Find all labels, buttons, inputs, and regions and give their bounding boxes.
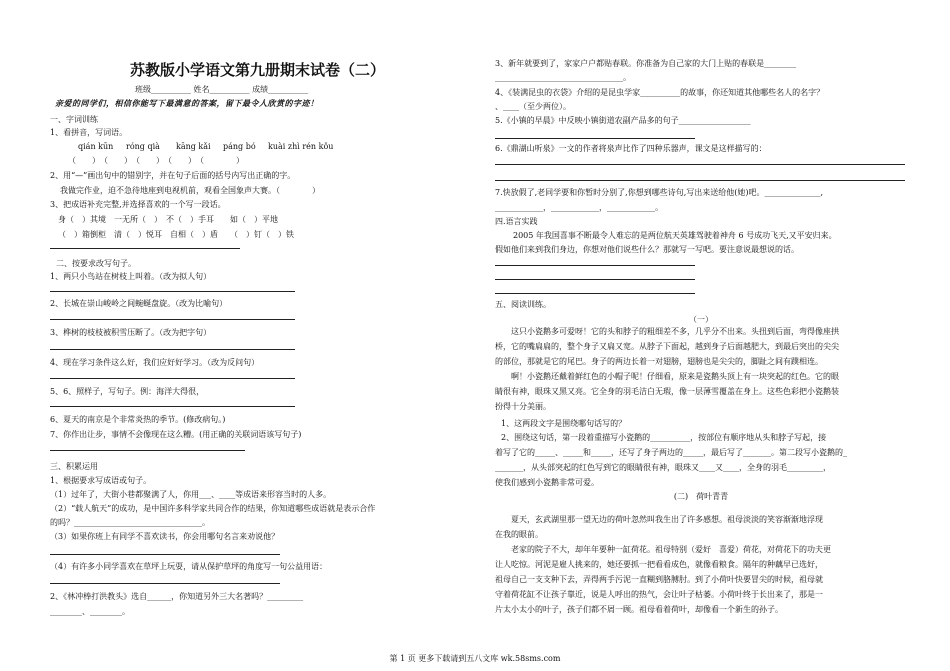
s2-item-7: 7、你作出让步，事情不会像现在这么糟。(用正确的关联词语该写句子) (50, 430, 302, 439)
r-q4: 4、《装满昆虫的衣袋》介绍的是昆虫学家__________的故事，你还知道其他哪些名人的名字？ (495, 88, 825, 97)
page-title: 苏教版小学语文第九册期末试卷（二） (130, 61, 386, 79)
section3-heading: 三、积累运用 (50, 462, 98, 471)
idiom-row-2: （ ）箱倒柜 清（ ）悦耳 自相（ ）盾 （ ）钉（ ）铁 (58, 230, 294, 239)
s3-q1-4: （4）有许多小同学喜欢在草坪上玩耍，请从保护草坪的角度写一句公益用语： (50, 562, 328, 571)
r-q3b: ________________________________。 (495, 73, 631, 82)
p1-line: 桥，它的嘴扁扁的，整个身子又扁又宽。从脖子下面起，越到身子后面越肥大，到最后突出的尖尖 (495, 342, 839, 351)
r-q6: 6.《鼎湖山听泉》一文的作者将泉声比作了四种乐器声，课文是这样描写的： (495, 144, 767, 153)
s4-text-1: 2005 年我国喜事不断最令人难忘的是两位航天英雄驾驶着神舟 6 号成功飞天,又平安归来。 (513, 231, 837, 240)
section4-heading: 四.语言实践 (495, 217, 538, 226)
r-read-2d: 使我们感到小瓷鹅非常可爱。 (495, 478, 599, 487)
answer-line[interactable] (495, 138, 695, 139)
p4-line: 祖母自己一支支种下去，弄得两手污泥一直糊到胳膊肘。到了小荷叶快要冒尖的时候，祖母就 (495, 575, 823, 584)
s3-q2b: ________、________。 (50, 607, 130, 616)
p2-line: 扮得十分美丽。 (495, 402, 551, 411)
answer-line[interactable] (50, 349, 295, 350)
r-q3: 3、新年就要到了，家家户户都贴春联。你准备为自己家的大门上贴的春联是________ (495, 59, 797, 68)
p1-line: 的部位，那就是它的尾巴。身子的两边长着一对翅膀，翅膀也是尖尖的，脚趾之间有蹼相连。 (495, 357, 823, 366)
p3-line: 在我的眼前。 (495, 530, 543, 539)
p4-line: 老家的院子不大，却年年要种一缸荷花。祖母特别（爱好 喜爱）荷花，对荷花下的功夫更 (511, 545, 831, 554)
q1-2: 2、用“—”画出句中的错别字，并在句子后面的括号内写出正确的字。 (50, 171, 296, 180)
s2-item-2: 2、长城在崇山峻岭之间蜿蜒盘旋。（改为比喻句） (50, 299, 228, 308)
s2-item-1: 1、两只小鸟站在树枝上叫着。（改为拟人句） (50, 272, 212, 281)
answer-line[interactable] (50, 554, 280, 555)
answer-line[interactable] (50, 450, 245, 451)
q1-1: 1、看拼音，写词语。 (50, 128, 128, 137)
idiom-row-1: 身（ ）其境 一无所（ ） 不（ ）手耳 如（ ）平地 (58, 215, 278, 224)
p4-line: 片太小太小的叶子，孩子们都不屑一顾。祖母看着荷叶，却像看一个新生的孙子。 (495, 605, 783, 614)
answer-line[interactable] (495, 180, 905, 181)
q1-3: 3、把成语补充完整,并选择喜欢的一个写一段话。 (50, 200, 226, 209)
r-q5: 5.《小镇的早晨》中反映小镇街道农副产品多的句子__________________ (495, 116, 751, 125)
answer-line[interactable] (50, 319, 295, 320)
p2-line: 睛很有神，眼珠又黑又亮。它全身的羽毛洁白无瑕，像一层薄雪覆盖在身上。这些色彩把小瓷鹅装 (495, 387, 839, 396)
pinyin-1: qián kūn (78, 142, 114, 151)
answer-line[interactable] (50, 378, 295, 379)
s2-item-6: 6、夏天的南京是个非常炎热的季节。(修改病句。) (50, 415, 226, 424)
s3-q1-3: （3）如果你班上有同学不喜欢读书，你会用哪句名言来劝说他？ (50, 532, 280, 541)
section5-heading: 五、阅读训练。 (495, 300, 551, 309)
s3-q1-2a: （2）“载人航天”的成功，是中国许多科学家共同合作的结果，你知道哪些成语就是表示合作 (50, 504, 376, 513)
answer-line[interactable] (50, 291, 295, 292)
part2-label: (二) 荷叶青青 (673, 492, 729, 501)
r-read-2a: 2、围绕这句话，第一段着重描写小瓷鹅的__________，按部位有顺序地从头和脖子写起，接 (501, 433, 827, 442)
s2-item-3: 3、桦树的枝枝被积雪压断了。（改为把字句） (50, 328, 212, 337)
pinyin-3: kāng kǎi (176, 142, 211, 151)
section1-heading: 一、字词训练 (50, 115, 98, 124)
p1-line: 这只小瓷鹅多可爱呀！它的头和脖子的粗细差不多，几乎分不出来。头扭到后面，弯得像座拱 (511, 327, 839, 336)
answer-line[interactable] (50, 583, 280, 584)
r-q7: 7.快放假了,老同学要和你暂时分别了,你想到哪些诗句,写出来送给他(她)吧。______________, (495, 188, 824, 197)
r-read-2c: _______，从头部突起的红色写到它的眼睛很有神，眼珠又____又____，全身的羽毛_________， (495, 463, 831, 472)
s3-q1-2b: 的吗？________________________________。 (50, 518, 210, 527)
section2-heading: 二、按要求改写句子。 (56, 259, 136, 268)
answer-parens: （ ） （ ） （ ） （ ） （ ） (68, 156, 244, 165)
pinyin-4: páng bó (223, 142, 256, 151)
answer-line[interactable] (495, 265, 695, 266)
r-q4b: 、____（至少两位）。 (495, 102, 571, 111)
r-read-2b: 着写了它的_____、_____和_____，还写了身子两边的_____，最后写了_______。第二段写小瓷鹅的_ (495, 448, 847, 457)
s2-item-5: 5、6、照样子，写句子。例：海洋大得很， (50, 387, 205, 396)
p4-line: 让人吃惊。河泥是雇人挑来的，她还要抓一把看看成色，就像看粮食。隔年的种藕早已选好， (495, 560, 823, 569)
r-read-1: 1、这两段文字是围绕哪句话写的？ (501, 419, 627, 428)
answer-line[interactable] (495, 279, 695, 280)
q1-2-sentence: 我做完作业，迫不急待地座到电视机前，观看全国象声大赛。（ ） (60, 186, 320, 195)
p2-line: 啊！小瓷鹅还戴着鲜红色的小帽子呢！仔细看，原来是瓷鹅头顶上有一块突起的红色。它的眼 (511, 372, 839, 381)
answer-line[interactable] (50, 406, 295, 407)
s3-q1: 1、根据要求写成语或句子。 (50, 476, 152, 485)
answer-line[interactable] (50, 248, 240, 249)
answer-line[interactable] (495, 293, 695, 294)
s4-text-2: 假如他们来到我们身边，你想对他们说些什么？那就写一写吧。要注意说最想说的话。 (495, 245, 799, 254)
motto: 亲爱的同学们，相信你能写下最满意的答案，留下最令人欣赏的字迹！ (55, 98, 319, 108)
p4-line: 守着荷花缸不让孩子靠近，说是人呼出的热气，会让叶子枯萎。小荷叶终于长出来了，那是一 (495, 590, 823, 599)
answer-line[interactable] (495, 164, 905, 165)
s3-q1-1: （1）过年了，大街小巷都聚满了人，你用___、____等成语来形容当时的人多。 (50, 490, 332, 499)
info-line: 班级__________ 姓名__________ 成绩__________ (135, 85, 309, 94)
s3-q2a: 2、《林冲棒打洪教头》选自______，你知道另外三大名著吗？_________ (50, 592, 304, 601)
page-footer: 第 1 页 更多下载请到五八文库 wk.58sms.com (389, 654, 561, 663)
pinyin-5: kuài zhì rén kǒu (268, 142, 334, 151)
s2-item-4: 4、现在学习条件这么好，我们应好好学习。（改为反问句） (50, 358, 260, 367)
p3-line: 夏天，玄武湖里那一望无边的荷叶忽然叫我生出了许多感想。祖母淡淡的笑容渐渐地浮现 (511, 515, 823, 524)
part1-label: （一） (689, 315, 713, 324)
pinyin-2: róng qià (126, 142, 160, 151)
r-q7b: ____________，____________，____________。 (495, 203, 663, 212)
